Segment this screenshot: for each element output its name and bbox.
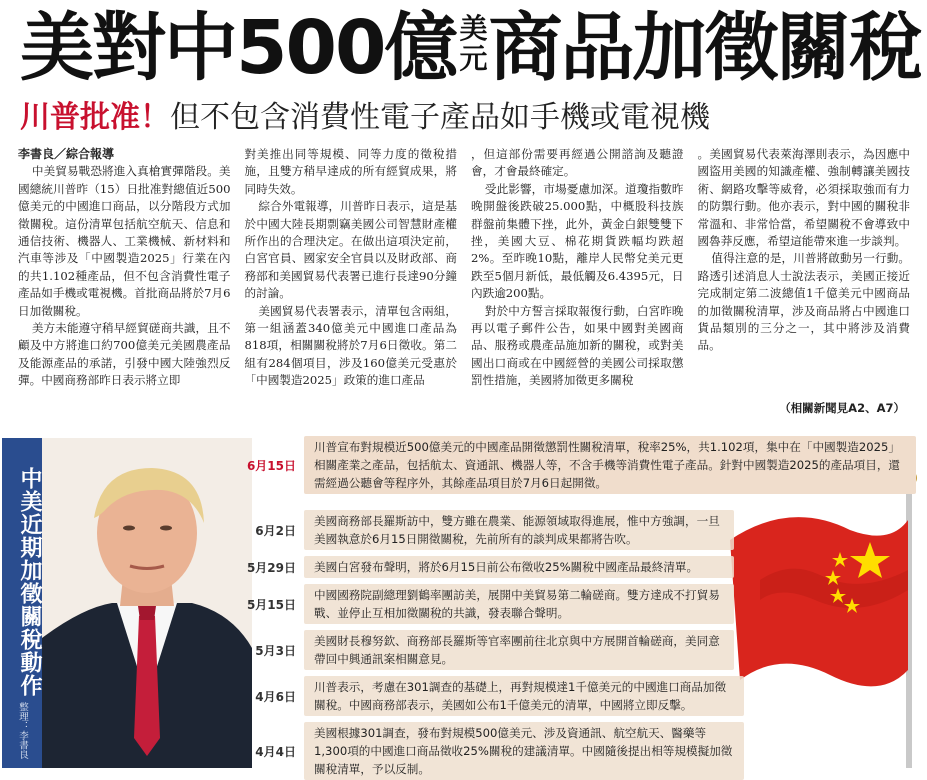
timeline-text: 川普表示，考慮在301調查的基礎上，再對規模達1千億美元的中國進口商品加徵關稅。中國商務部表示，美國如公布1千億美元的清單，中國將立即反擊。 [304,676,744,716]
timeline-row [238,676,744,716]
timeline-text: 美國白宮發布聲明，將於6月15日前公布徵收25%關稅中國產品最終清單。 [304,556,734,578]
timeline-date: 5月29日 [246,560,296,575]
timeline-text: 中國國務院副總理劉鶴率團訪美，展開中美貿易第二輪磋商。雙方達成不打貿易戰、並停止互相加徵關稅的共識，發表聯合聲明。 [304,584,734,624]
headline-currency: 美元 [459,12,486,76]
timeline [238,436,918,776]
timeline-row [238,630,734,670]
subheadline [20,98,720,138]
article-column-1 [18,146,231,426]
timeline-row [238,584,734,624]
timeline-date: 4月6日 [255,689,296,704]
timeline-text: 美國商務部長羅斯訪中，雙方雖在農業、能源領域取得進展，惟中方強調，一旦美國執意於6月15日開徵關稅，先前所有的談判成果都將告吹。 [304,510,734,550]
article-columns [18,146,910,426]
trump-portrait-image [42,438,252,768]
article-paragraph: 值得注意的是，川普將啟動另一行動。路透引述消息人士說法表示，美國正接近完成制定第二波總值1千億美元中國商品的加徵關稅清單，涉及商品將占中國進口貨品類別的三分之一，其中將涉及消費品。 [697,251,910,353]
timeline-date: 5月15日 [246,597,296,612]
article-column-2 [245,146,458,426]
timeline-text: 川普宣布對規模近500億美元的中國產品開徵懲罰性關稅清單，稅率25%，共1.102項，集中在「中國製造2025」相關產業之產品，包括航太、資通訊、機器人等，不含手機等消費性電子產品。針對中國製造2025的產品項目，還需經過公聽會等程序外，其餘產品項目於7月6日起開徵。 [304,436,916,494]
timeline-sidebar [2,438,42,768]
timeline-row [238,722,744,780]
article-paragraph: 綜合外電報導，川普昨日表示，這是基於中國大陸長期剽竊美國公司智慧財產權所作出的合理決定。在做出這項決定前，白宮官員、國家安全官員以及財政部、商務部和美國貿易代表署已進行長達90分鐘的討論。 [244,199,457,301]
subhead-rest: 但不包含消費性電子產品如手機或電視機 [170,100,710,135]
timeline-date: 6月15日 [246,458,296,473]
article-paragraph: 對於中方誓言採取報復行動，白宮昨晚再以電子郵件公告，如果中國對美國商品、服務或農產品施加新的關稅，或對美國出口商或在中國經營的美國公司採取懲罰性措施，美國將加徵更多關稅 [471,303,684,388]
article-paragraph: 受此影響，市場憂慮加深。道瓊指數昨晚開盤後跌破25.000點，中概股科技族群盤前集體下挫，此外，黃金白銀雙雙下挫，美國大豆、棉花期貨跌幅均跌超2%。至昨晚10點，離岸人民幣兌美元更跌至5個月新低，最低觸及6.4395元，日內跌逾200點。 [471,181,684,301]
timeline-date: 4月4日 [255,744,296,759]
article-paragraph: 對美推出同等規模、同等力度的徵稅措施，且雙方稍早達成的所有經貿成果，將同時失效。 [244,147,457,196]
article-column-4 [698,146,911,426]
timeline-date: 5月3日 [255,643,296,658]
article-paragraph: 美方未能遵守稍早經貿磋商共識，且不顧及中方將進口約700億美元美國農產品及能源產品的承諾，引發中國大陸強烈反彈。中國商務部昨日表示將立即 [18,321,231,388]
timeline-text: 美國根據301調查，發布對規模500億美元、涉及資通訊、航空航天、醫藥等1,300項的中國進口商品徵收25%關稅的建議清單。中國隨後提出相等規模擬加徵關稅清單，予以反制。 [304,722,744,780]
byline: 李書良／綜合報導 [18,147,115,161]
headline-part1: 美對中500億 [20,5,457,91]
article-paragraph: ，但這部份需要再經過公開諮詢及聽證會，才會最終確定。 [471,147,684,179]
timeline-row [238,556,734,578]
trump-photo [42,438,252,768]
headline [20,2,921,94]
headline-part2: 商品加徵關稅 [488,5,921,91]
timeline-row [238,436,916,494]
timeline-text: 美國財長穆努欽、商務部長羅斯等官率團前往北京與中方展開首輪磋商，美同意帶回中興通訊案相關意見。 [304,630,734,670]
article-paragraph: 。美國貿易代表萊海澤則表示，為因應中國盜用美國的知識產權、強制轉讓美國技術、網路攻擊等威脅，必須採取強而有力的防禦行動。他亦表示，對中國的關稅非常溫和、非常恰當，希望關稅不會導致中國魯莽反應，希望這能帶來進一步談判。 [697,147,910,249]
timeline-title: 中美近期加徵關稅動作 [17,467,42,697]
article-paragraph: 中美貿易戰恐將進入真槍實彈階段。美國總統川普昨（15）日批准對總值近500億美元的中國進口商品，以分階段方式加徵關稅。這份清單包括航空航天、信息和通信技術、機器人、工業機械、新材料和汽車等涉及「中國製造2025」行業在內的共1.102種產品，但不包含消費性電子產品如手機或電視機。首批商品將於7月6日加徵關稅。 [18,164,231,318]
article-paragraph: 美國貿易代表署表示，清單包含兩組，第一組涵蓋340億美元中國進口產品為818項，相關關稅將於7月6日徵收。第二組有284個項目，涉及160億美元受惠於「中國製造2025」政策的進口產品 [244,303,457,388]
timeline-row [238,510,734,550]
article-column-3 [471,146,684,426]
related-news-note: （相關新聞見A2、A7） [779,401,905,415]
subhead-red: 川普批准！ [20,100,170,135]
timeline-credit: 整理：李書良 [17,701,28,759]
timeline-date: 6月2日 [255,523,296,538]
